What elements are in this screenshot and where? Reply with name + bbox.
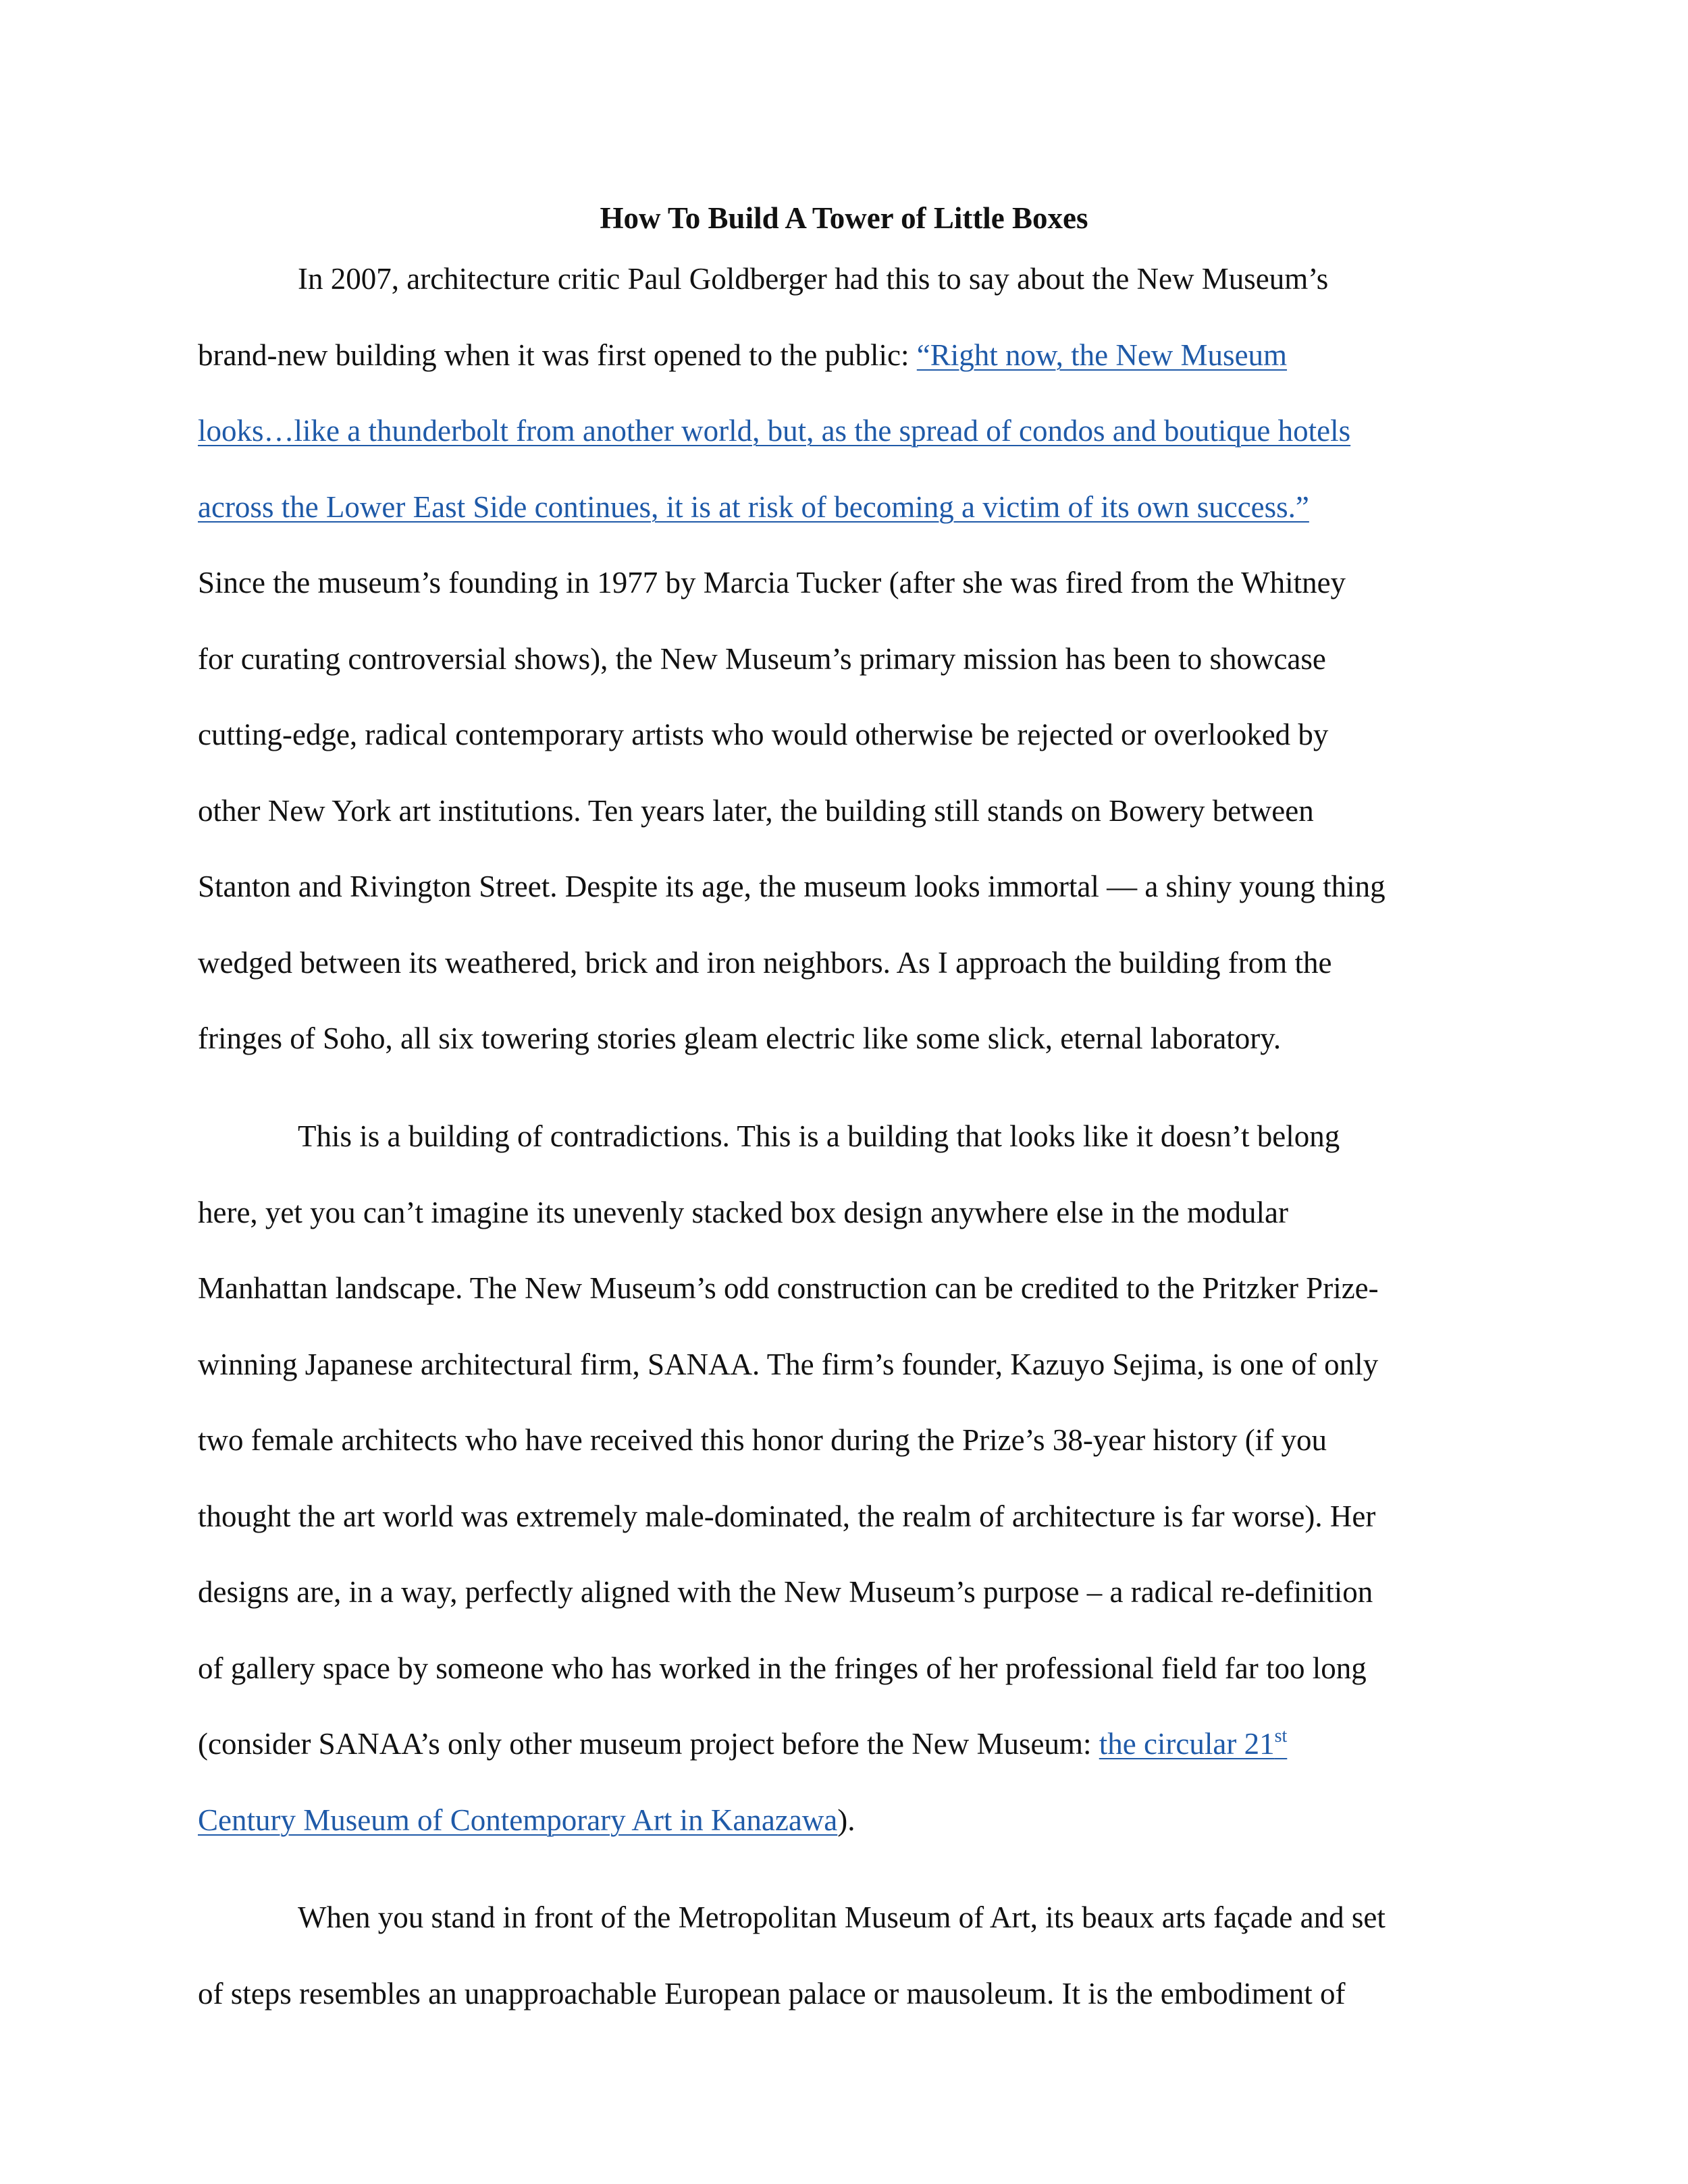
text-line: designs are, in a way, perfectly aligned with the New Museum’s purpose – a radical re-definition	[198, 1575, 1373, 1609]
text-line: cutting-edge, radical contemporary artists who would otherwise be rejected or overlooked by	[198, 718, 1329, 751]
superscript: st	[1274, 1726, 1288, 1747]
text-line: of steps resembles an unapproachable European palace or mausoleum. It is the embodiment of	[198, 1976, 1346, 2010]
text-line: two female architects who have received this honor during the Prize’s 38-year history (if you	[198, 1423, 1327, 1457]
text-line: Stanton and Rivington Street. Despite its age, the museum looks immortal — a shiny young thing	[198, 870, 1386, 903]
text-line	[198, 317, 1496, 394]
kanazawa-museum-link[interactable]	[1099, 1727, 1288, 1761]
text-line: other New York art institutions. Ten years later, the building still stands on Bowery between	[198, 793, 1314, 828]
text-line: thought the art world was extremely male-dominated, the realm of architecture is far worse). Her	[198, 1499, 1376, 1533]
text-line: for curating controversial shows), the New Museum’s primary mission has been to showcase	[198, 641, 1326, 676]
link-text: the circular 21	[1099, 1727, 1275, 1761]
text-line	[198, 1782, 1496, 1859]
text-line: of gallery space by someone who has worked in the fringes of her professional field far too long	[198, 1651, 1367, 1685]
text-line	[198, 1706, 1496, 1782]
line-text: ).	[837, 1803, 855, 1837]
text-line: here, yet you can’t imagine its unevenly stacked box design anywhere else in the modular	[198, 1195, 1288, 1229]
text-line: When you stand in front of the Metropolitan Museum of Art, its beaux arts façade and set	[298, 1900, 1386, 1934]
text-line: Since the museum’s founding in 1977 by Marcia Tucker (after she was fired from the Whitney	[198, 566, 1346, 600]
text-line: This is a building of contradictions. This is a building that looks like it doesn’t belong	[298, 1119, 1340, 1153]
text-line: wedged between its weathered, brick and iron neighbors. As I approach the building from the	[198, 945, 1332, 980]
text-line	[198, 469, 1496, 545]
text-line: Manhattan landscape. The New Museum’s odd construction can be credited to the Pritzker Prize-	[198, 1271, 1379, 1305]
goldberger-quote-link[interactable]: “Right now, the New Museum	[916, 338, 1288, 372]
goldberger-quote-link[interactable]: looks…like a thunderbolt from another world, but, as the spread of condos and boutique hotels	[198, 414, 1351, 448]
line-text: (consider SANAA’s only other museum project before the New Museum:	[198, 1727, 1099, 1761]
kanazawa-museum-link[interactable]: Century Museum of Contemporary Art in Kanazawa	[198, 1803, 838, 1837]
text-line	[198, 393, 1496, 469]
goldberger-quote-link[interactable]: across the Lower East Side continues, it is at risk of becoming a victim of its own success.”	[198, 489, 1309, 524]
line-text: brand-new building when it was first opened to the public:	[198, 338, 917, 372]
paragraph-1	[198, 241, 1496, 1077]
paragraph-2	[198, 1098, 1496, 1858]
text-line: winning Japanese architectural firm, SANAA. The firm’s founder, Kazuyo Sejima, is one of only	[198, 1347, 1379, 1381]
paragraph-3	[198, 1880, 1496, 2031]
document-title: How To Build A Tower of Little Boxes	[600, 201, 1088, 235]
text-line: In 2007, architecture critic Paul Goldberger had this to say about the New Museum’s	[298, 262, 1329, 296]
text-line: fringes of Soho, all six towering stories gleam electric like some slick, eternal laboratory.	[198, 1021, 1282, 1055]
